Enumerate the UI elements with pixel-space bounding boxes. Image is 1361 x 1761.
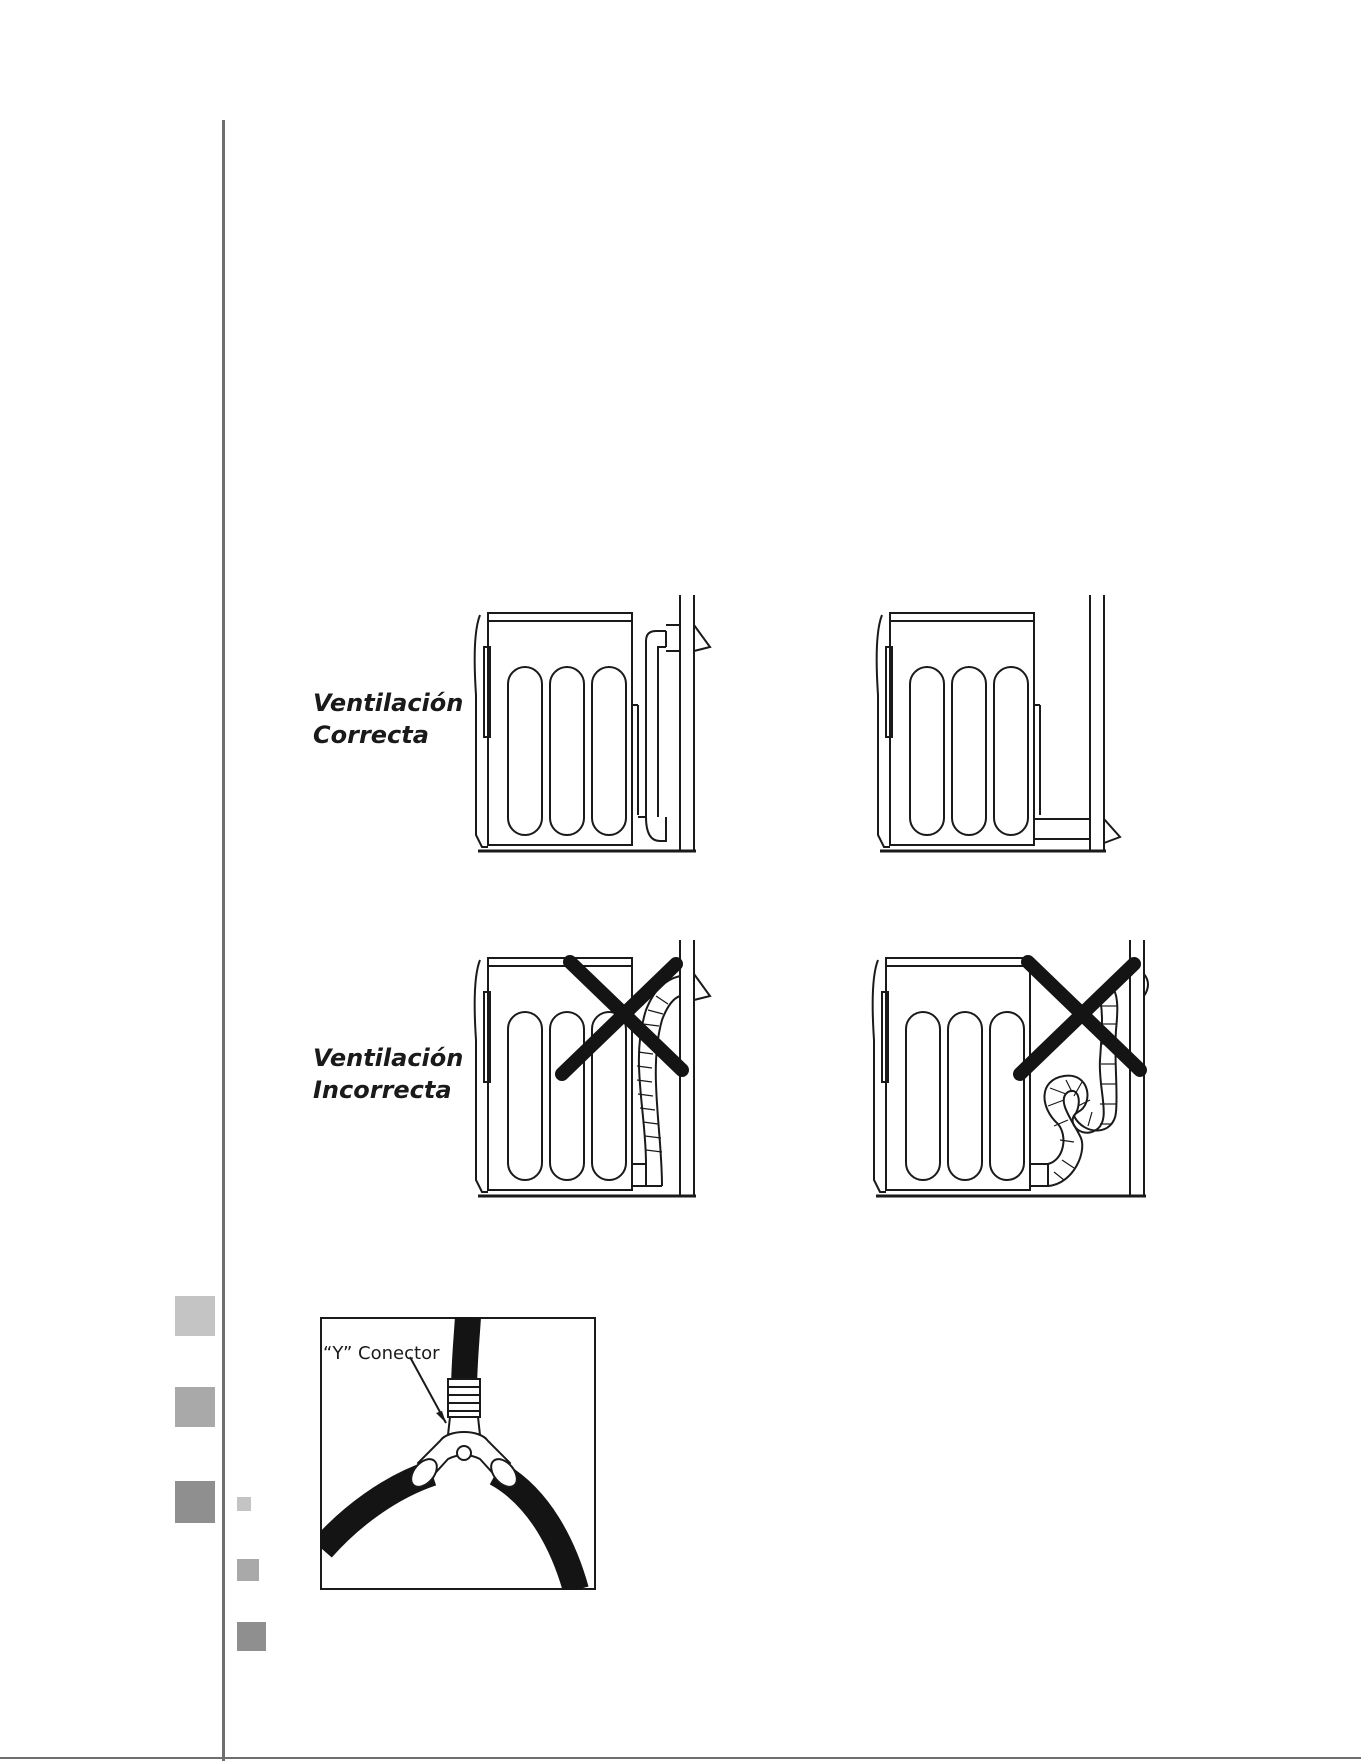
- y-connector-label: “Y” Conector: [323, 1343, 440, 1364]
- dryer-correct-vent-low-illustration: [872, 595, 1142, 865]
- legend-square-dark: [237, 1622, 266, 1651]
- section-tab-mid: [175, 1387, 215, 1427]
- section-tab-light: [175, 1296, 215, 1336]
- legend-square-mid: [237, 1559, 259, 1581]
- section-tab-dark: [175, 1481, 215, 1523]
- correct-venting-label: [313, 687, 463, 751]
- dryer-incorrect-vent-crushed-illustration: [470, 940, 740, 1210]
- dryer-incorrect-vent-looped-illustration: [868, 940, 1148, 1210]
- dryer-correct-vent-up-illustration: [470, 595, 740, 865]
- correct-label-line2: Correcta: [313, 721, 429, 749]
- incorrect-venting-label: [313, 1042, 463, 1106]
- bottom-rule: [0, 1757, 1361, 1759]
- incorrect-label-line1: Ventilación: [313, 1044, 464, 1072]
- margin-rule: [222, 120, 225, 1761]
- incorrect-label-line2: Incorrecta: [313, 1076, 452, 1104]
- correct-label-line1: Ventilación: [313, 689, 464, 717]
- legend-square-light: [237, 1497, 251, 1511]
